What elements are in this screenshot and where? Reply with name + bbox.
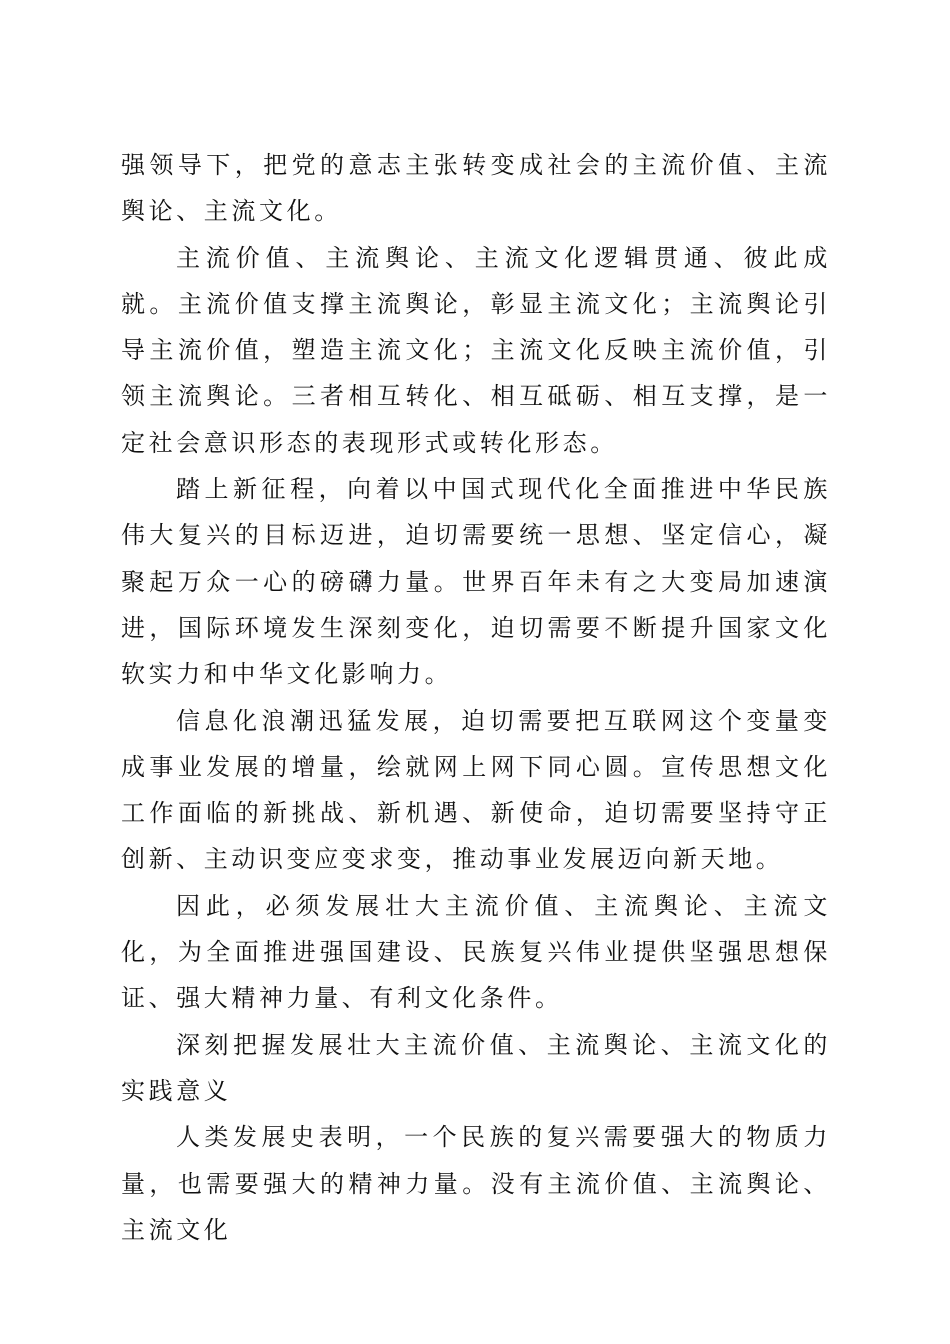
paragraph-6: 人类发展史表明，一个民族的复兴需要强大的物质力量，也需要强大的精神力量。没有主流价值、主流舆论、主流文化 bbox=[121, 1123, 831, 1244]
paragraph-5: 因此，必须发展壮大主流价值、主流舆论、主流文化，为全面推进强国建设、民族复兴伟业提供坚强思想保证、强大精神力量、有利文化条件。 bbox=[121, 891, 831, 1013]
paragraph-4: 信息化浪潮迅猛发展，迫切需要把互联网这个变量变成事业发展的增量，绘就网上网下同心圆。宣传思想文化工作面临的新挑战、新机遇、新使命，迫切需要坚持守正创新、主动识变应变求变，推动事业发展迈向新天地。 bbox=[121, 706, 831, 874]
paragraph-3: 踏上新征程，向着以中国式现代化全面推进中华民族伟大复兴的目标迈进，迫切需要统一思想、坚定信心，凝聚起万众一心的磅礴力量。世界百年未有之大变局加速演进，国际环境发生深刻变化，迫切需要不断提升国家文化软实力和中华文化影响力。 bbox=[121, 475, 831, 689]
document-body bbox=[121, 142, 831, 1253]
section-heading: 深刻把握发展壮大主流价值、主流舆论、主流文化的实践意义 bbox=[121, 1030, 831, 1105]
paragraph-2: 主流价值、主流舆论、主流文化逻辑贯通、彼此成就。主流价值支撑主流舆论，彰显主流文化；主流舆论引导主流价值，塑造主流文化；主流文化反映主流价值，引领主流舆论。三者相互转化、相互砥砺、相互支撑，是一定社会意识形态的表现形式或转化形态。 bbox=[121, 243, 831, 457]
paragraph-1: 强领导下，把党的意志主张转变成社会的主流价值、主流舆论、主流文化。 bbox=[121, 151, 831, 226]
